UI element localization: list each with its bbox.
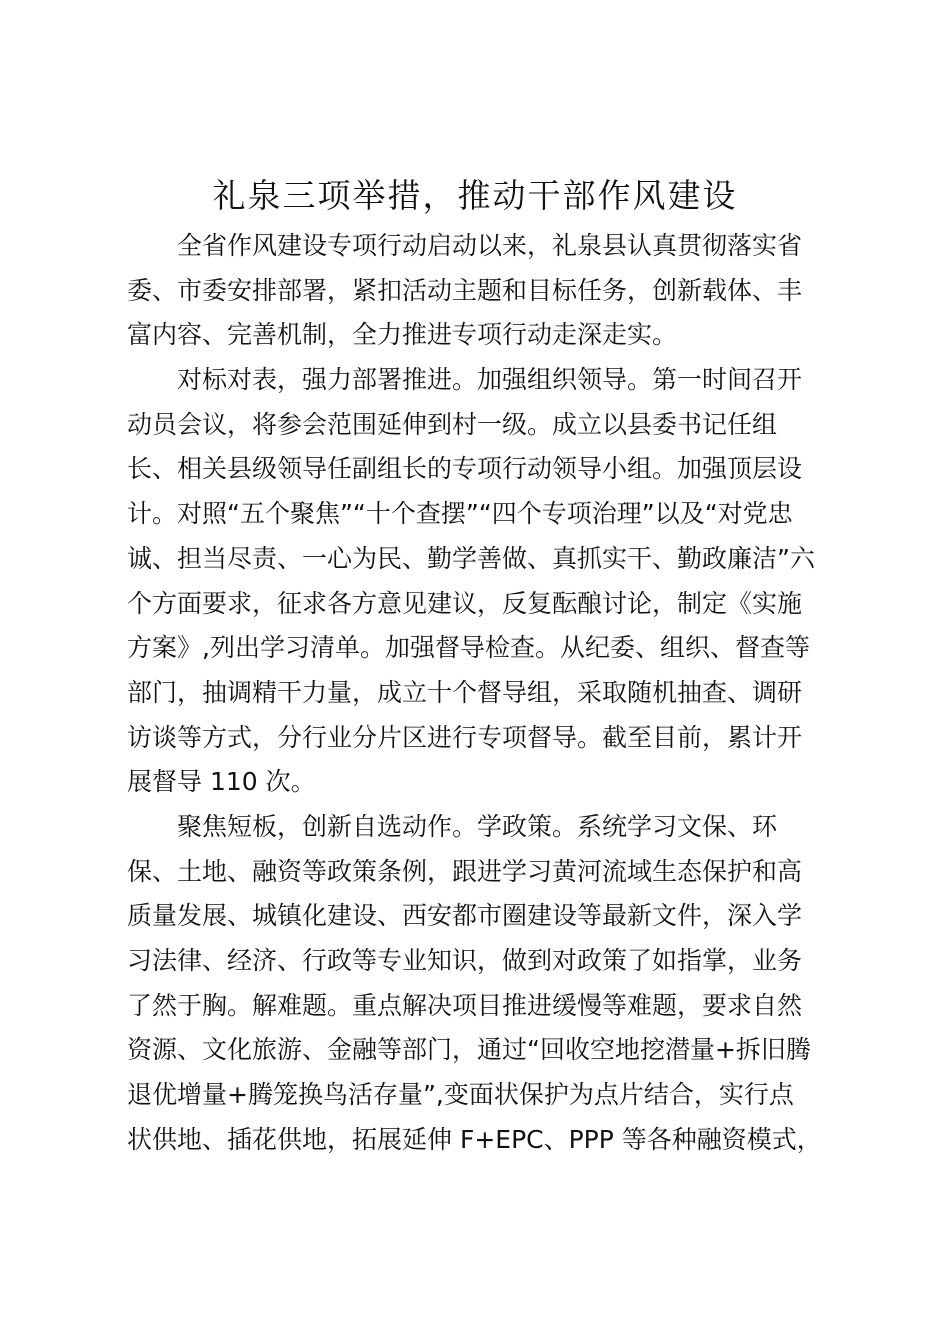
- body-line: 对标对表，强力部署推进。加强组织领导。第一时间召开: [127, 365, 803, 395]
- body-line: 退优增量+腾笼换鸟活存量”,变面状保护为点片结合，实行点: [127, 1080, 794, 1110]
- body-line: 保、土地、融资等政策条例，跟进学习黄河流域生态保护和高: [127, 856, 803, 886]
- body-line: 质量发展、城镇化建设、西安都市圈建设等最新文件，深入学: [127, 901, 803, 931]
- body-line: 委、市委安排部署，紧扣活动主题和目标任务，创新载体、丰: [127, 275, 803, 305]
- body-line: 富内容、完善机制，全力推进专项行动走深走实。: [127, 320, 678, 350]
- body-line: 聚焦短板，创新自选动作。学政策。系统学习文保、环: [127, 811, 778, 841]
- body-line: 访谈等方式，分行业分片区进行专项督导。截至目前，累计开: [127, 722, 803, 752]
- body-line: 动员会议，将参会范围延伸到村一级。成立以县委书记任组: [127, 409, 778, 439]
- body-line: 部门，抽调精干力量，成立十个督导组，采取随机抽查、调研: [127, 677, 803, 707]
- body-line: 计。对照“五个聚焦”“十个查摆”“四个专项治理”以及“对党忠: [127, 499, 793, 529]
- body-line: 展督导 110 次。: [127, 767, 316, 797]
- body-line: 状供地、插花供地，拓展延伸 F+EPC、PPP 等各种融资模式，: [127, 1124, 822, 1154]
- body-line: 资源、文化旅游、金融等部门，通过“回收空地挖潜量+拆旧腾: [127, 1035, 811, 1065]
- body-line: 长、相关县级领导任副组长的专项行动领导小组。加强顶层设: [127, 454, 803, 484]
- body-line: 诚、担当尽责、一心为民、勤学善做、真抓实干、勤政廉洁”六: [127, 543, 815, 573]
- body-line: 全省作风建设专项行动启动以来，礼泉县认真贯彻落实省: [127, 231, 803, 260]
- body-line: 个方面要求，征求各方意见建议，反复酝酿讨论，制定《实施: [127, 588, 803, 618]
- body-line: 习法律、经济、行政等专业知识，做到对政策了如指掌，业务: [127, 946, 803, 975]
- body-line: 了然于胸。解难题。重点解决项目推进缓慢等难题，要求自然: [127, 990, 803, 1020]
- body-line: 方案》,列出学习清单。加强督导检查。从纪委、组织、督查等: [127, 633, 810, 663]
- document-title: 礼泉三项举措，推动干部作风建设: [212, 176, 738, 215]
- document-body: [127, 224, 827, 1162]
